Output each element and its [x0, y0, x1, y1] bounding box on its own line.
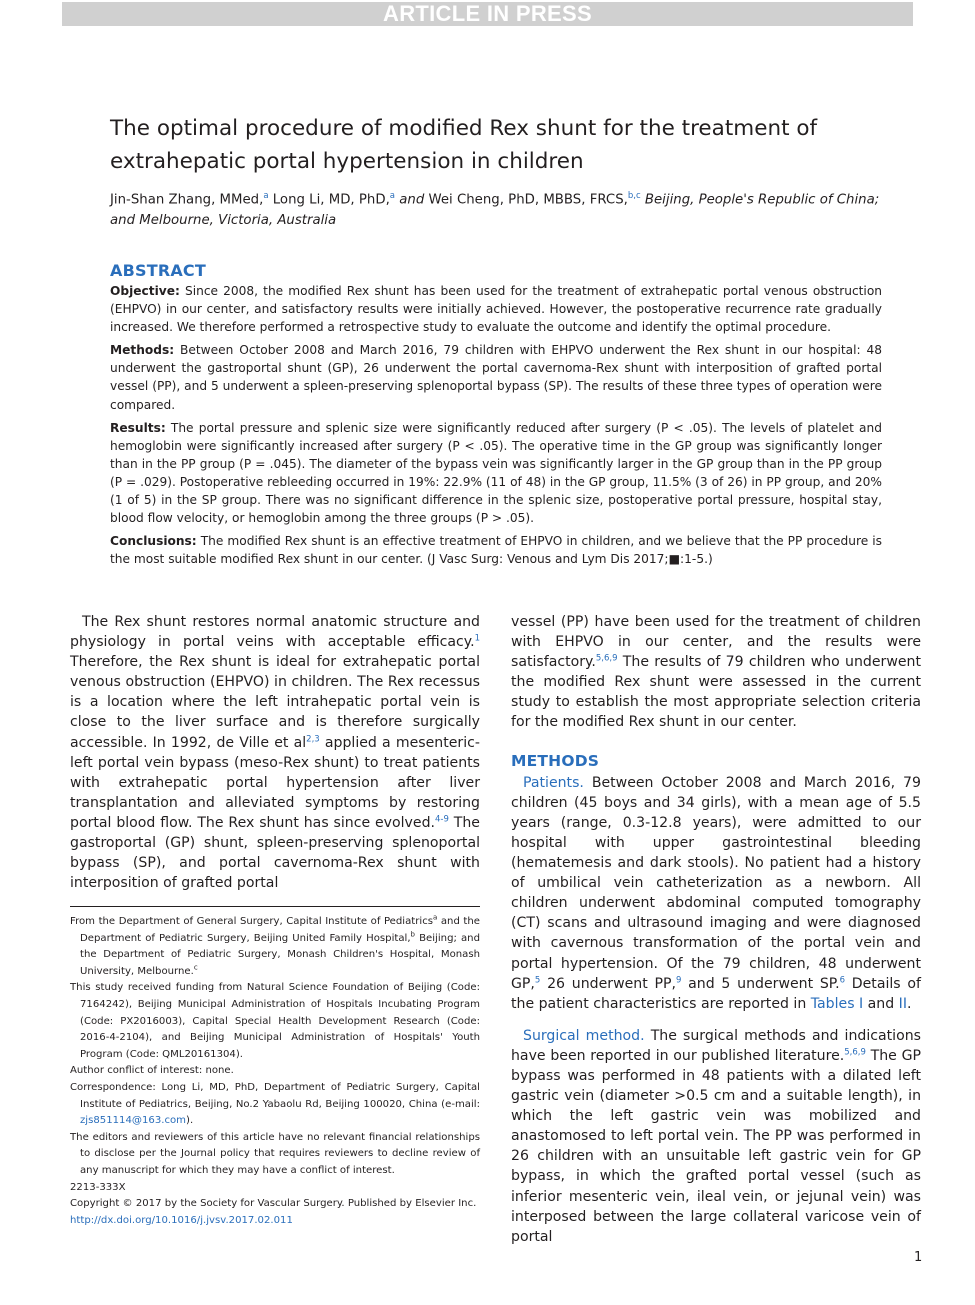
table-link[interactable]: Tables I	[810, 995, 864, 1012]
affiliation-mark: b	[410, 930, 415, 939]
doi-link[interactable]: http://dx.doi.org/10.1016/j.jvsv.2017.02.011	[70, 1214, 293, 1226]
reference-link[interactable]: 1	[474, 633, 480, 644]
article-in-press-banner: ARTICLE IN PRESS	[62, 2, 913, 26]
methods-heading: METHODS	[511, 751, 600, 770]
author-name: Wei Cheng, PhD, MBBS, FRCS,	[424, 192, 628, 208]
correspondence-footnote	[70, 1080, 480, 1130]
body-text: and 5 underwent SP.	[681, 975, 840, 992]
author-name: Jin-Shan Zhang, MMed,	[110, 192, 264, 208]
abstract-objective	[110, 282, 882, 336]
issn: 2213-333X	[70, 1181, 126, 1193]
affiliation-mark: a	[433, 913, 438, 922]
reference-link[interactable]: 9	[675, 974, 682, 985]
email-link[interactable]: zjs851114@163.com	[80, 1115, 187, 1127]
table-link[interactable]: II	[898, 995, 907, 1012]
objective-text: Since 2008, the modified Rex shunt has been used for the treatment of extrahepatic portal venous obstruction (EHPVO) in our center, and satisfactory results were initially achieved. However, the postoperative recurrence rate gradually increased. We therefore performed a retrospective study to evaluate the outcome and identify the optimal procedure.	[110, 284, 882, 335]
footnote-text: Beijing; and the Department of Pediatric Surgery, Monash Children's Hospital, Monash University, Melbourne.	[80, 932, 480, 977]
surgical-paragraph	[511, 1026, 921, 1247]
body-text: The GP bypass was performed in 48 patients with a dilated left gastric vein (diameter >0.5 cm and a suitable length), in which the left gastric vein was mobilized and anastomosed to left portal vein. The PP was performed in 26 children with an unsuitable left gastric vein for GP bypass, in which the grafted portal vessel (such as inferior mesenteric vein, ileal vein, or jejunal vein) was interposed between the large collateral varicose vein of portal	[511, 1047, 921, 1245]
conclusions-label: Conclusions:	[110, 534, 197, 549]
article-title: The optimal procedure of modified Rex shunt for the treatment of extrahepatic portal hypertension in children	[110, 116, 818, 174]
footnotes	[70, 914, 480, 1229]
body-text: The Rex shunt restores normal anatomic structure and physiology in portal veins with acceptable efficacy.	[70, 614, 480, 651]
footnote-divider	[70, 906, 480, 907]
body-text: The gastroportal (GP) shunt, spleen-preserving splenoportal bypass (SP), and portal cavernoma-Rex shunt with interposition of grafted portal	[70, 814, 480, 892]
abstract-methods	[110, 341, 882, 413]
intro-paragraph	[70, 612, 480, 893]
reference-link[interactable]: 5,6,9	[844, 1047, 866, 1058]
body-text: vessel (PP) have been used for the treatment of children with EHPVO in our center, and the results were satisfactory.	[511, 614, 921, 671]
body-text: and	[863, 995, 899, 1012]
affiliation-mark: c	[193, 963, 198, 972]
abstract-heading: ABSTRACT	[110, 261, 206, 280]
methods-label: Methods:	[110, 343, 175, 358]
affiliation-footnote	[70, 914, 480, 980]
body-column-right	[511, 612, 921, 1247]
body-column-left	[70, 612, 480, 893]
editors-footnote: The editors and reviewers of this article have no relevant financial relationships to disclose per the Journal policy that requires reviewers to decline review of any manuscript for which they may have a conflict of interest.	[70, 1131, 480, 1176]
body-text: The results of 79 children who underwent the modified Rex shunt were assessed in the current study to establish the most appropriate selection criteria for the modified Rex shunt in our center.	[511, 654, 921, 731]
abstract-results	[110, 419, 882, 528]
patients-paragraph	[511, 773, 921, 1014]
footnote-text: ).	[186, 1115, 194, 1127]
body-text: The surgical methods and indications have been reported in our published literature.	[511, 1027, 921, 1064]
affiliation-mark[interactable]: a	[389, 191, 396, 201]
body-text: .	[907, 995, 912, 1012]
body-text: 26 underwent PP,	[540, 975, 676, 992]
reference-link[interactable]: 2,3	[306, 733, 320, 744]
conclusions-text: The modified Rex shunt is an effective treatment of EHPVO in children, and we believe that the PP procedure is the most suitable modified Rex shunt in our center. (J Vasc Surg: Venous and Lym Dis 2017;■:1-5.)	[110, 534, 882, 567]
footnote-text: Correspondence: Long Li, MD, PhD, Department of Pediatric Surgery, Capital Institute of Pediatrics, Beijing, No.2 Yabaolu Rd, Beijing 100020, China (e-mail:	[70, 1081, 480, 1110]
author-line	[110, 186, 890, 231]
objective-label: Objective:	[110, 284, 180, 298]
abstract-conclusions	[110, 532, 882, 568]
methods-text: Between October 2008 and March 2016, 79 children with EHPVO underwent the Rex shunt in our hospital: 48 underwent the gastroportal shunt (GP), 26 underwent the portal cavernoma-Rex shunt with interposition of grafted portal vessel (PP), and 5 underwent a spleen-preserving splenoportal bypass (SP). The results of these three types of operation were compared.	[110, 343, 882, 412]
reference-link[interactable]: 4-9	[435, 814, 449, 825]
body-text: Between October 2008 and March 2016, 79 children (45 boys and 34 girls), with a mean age of 5.5 years (range, 0.3-12.8 years), were admitted to our hospital with upper gastrointestinal bleeding (hematemesis and dark stools). No patient had a history of umbilical vein catheterization as a newborn. All children underwent abdominal computed tomography (CT) scans and ultrasound imaging and were diagnosed with cavernous transformation of the portal vein and portal hypertension. Of the 79 children, 48 underwent GP,	[511, 774, 921, 992]
patients-subheading: Patients.	[523, 774, 584, 791]
footnote-text: From the Department of General Surgery, Capital Institute of Pediatrics	[70, 916, 434, 927]
abstract	[110, 282, 882, 573]
results-text: The portal pressure and splenic size were significantly reduced after surgery (P < .05). The levels of platelet and hemoglobin were significantly increased after surgery (P < .05). The operative time in the GP group was significantly longer than in the PP group (P = .045). The diameter of the bypass vein was significantly larger in the GP group than in the PP group (P = .029). Postoperative rebleeding occurred in 19%: 22.9% (11 of 48) in the GP group, 11.5% (3 of 26) in PP group, and 20% (1 of 5) in the SP group. There was no significant difference in the splenic size, postoperative portal pressure, hospital stay, blood flow velocity, or hemoglobin among the three groups (P > .05).	[110, 420, 882, 526]
affiliation-mark[interactable]: b,c	[627, 191, 641, 201]
surgical-subheading: Surgical method.	[523, 1027, 645, 1044]
and-word: and	[395, 192, 425, 208]
conflict-footnote: Author conflict of interest: none.	[70, 1065, 234, 1077]
body-text: applied a mesenteric-left portal vein bypass (meso-Rex shunt) to treat patients with extrahepatic portal hypertension after liver transplantation and alleviated symptoms by restoring portal blood flow. The Rex shunt has since evolved.	[70, 734, 480, 831]
funding-footnote: This study received funding from Natural Science Foundation of Beijing (Code: 7164242), Beijing Municipal Administration of Hospitals Incubating Program (Code: PX2016003), Capital Special Health Development Research (Code: 2016-4-2104), and Beijing Municipal Administration of Hospitals' Youth Program (Code: QML20161304).	[70, 982, 480, 1060]
results-label: Results:	[110, 420, 166, 435]
author-name: Long Li, MD, PhD,	[268, 192, 390, 208]
affiliation-mark[interactable]: a	[263, 191, 269, 201]
intro-paragraph-cont	[511, 612, 921, 733]
author-location: Beijing, People's Republic of China; and Melbourne, Victoria, Australia	[110, 192, 880, 229]
body-text: Details of the patient characteristics are reported in	[511, 975, 921, 1012]
footnote-text: and the Department of Pediatric Surgery, Beijing United Family Hospital,	[80, 916, 480, 944]
reference-link[interactable]: 6	[839, 974, 846, 985]
page-number: 1	[914, 1250, 923, 1265]
copyright: Copyright © 2017 by the Society for Vascular Surgery. Published by Elsevier Inc.	[70, 1198, 477, 1210]
reference-link[interactable]: 5	[534, 974, 541, 985]
body-text: Therefore, the Rex shunt is ideal for extrahepatic portal venous obstruction (EHPVO) in children. The Rex recessus is a location where the left intrahepatic portal vein is close to the liver surface and is therefore surgically accessible. In 1992, de Ville et al	[70, 654, 480, 751]
reference-link[interactable]: 5,6,9	[595, 653, 618, 664]
